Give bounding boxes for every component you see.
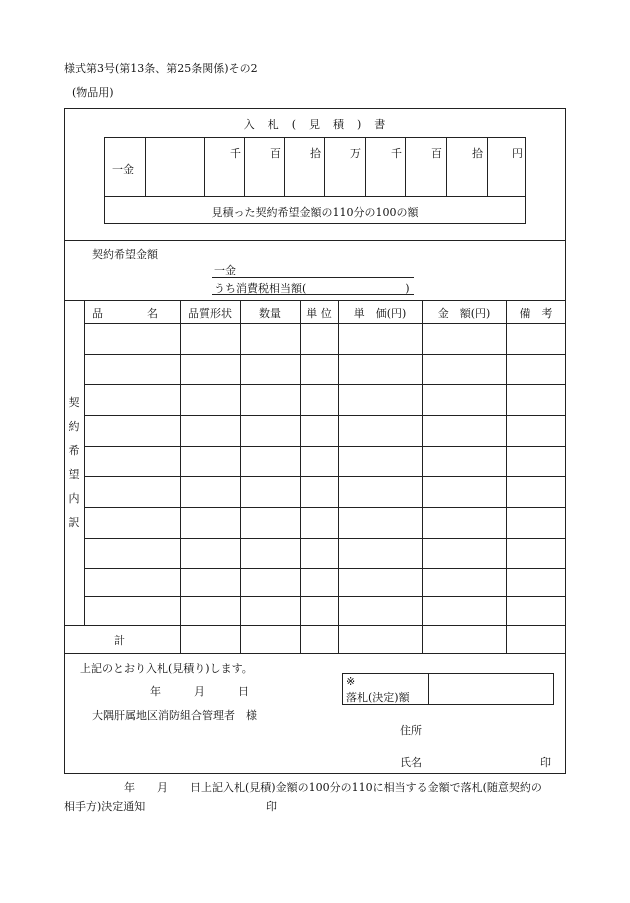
total-label: 計 [114,634,125,647]
header-quality: 品質形状 [188,307,232,320]
declaration-text: 上記のとおり入札(見積り)します。 [80,662,253,675]
amount-note: 見積った契約希望金額の110分の100の額 [211,206,419,219]
amount-prefix: 一金 [112,163,134,176]
header-unit-price: 単 価(円) [353,307,407,320]
header-unit: 単 位 [306,307,332,320]
name-label: 氏名 [400,756,422,769]
tax-amount-line: うち消費税相当額( ) [214,282,410,295]
unit-sen-1: 千 [230,147,241,160]
award-mark: ※ [346,675,356,688]
award-notice-line-1: 年 月 日上記入札(見積)金額の100分の110に相当する金額で落札(随意契約の [124,781,542,794]
unit-hyaku-1: 百 [270,147,281,160]
notice-seal: 印 [266,800,277,813]
header-remarks: 備 考 [519,307,553,320]
declaration-date: 年 月 日 [150,685,249,698]
header-amount: 金 額(円) [437,307,491,320]
form-category: (物品用) [72,86,114,99]
unit-yen: 円 [512,147,523,160]
contract-amount-label: 契約希望金額 [92,248,158,261]
header-quantity: 数量 [259,307,281,320]
unit-ju-2: 拾 [472,147,483,160]
bidder-seal: 印 [540,756,551,769]
contract-amount-prefix: 一金 [214,264,236,277]
unit-man: 万 [350,147,361,160]
award-notice-line-2: 相手方)決定通知 [64,800,146,813]
unit-sen-2: 千 [391,147,402,160]
address-label: 住所 [400,724,422,737]
addressee: 大隅肝属地区消防組合管理者 様 [92,709,257,722]
header-item-name: 品 名 [92,307,158,320]
form-number: 様式第3号(第13条、第25条関係)その2 [64,62,258,75]
unit-hyaku-2: 百 [431,147,442,160]
award-label: 落札(決定)額 [346,691,410,704]
form-title: 入 札 ( 見 積 ) 書 [243,118,387,131]
unit-ju-1: 拾 [310,147,321,160]
breakdown-side-label: 契 約 希 望 内 訳 [68,396,80,529]
